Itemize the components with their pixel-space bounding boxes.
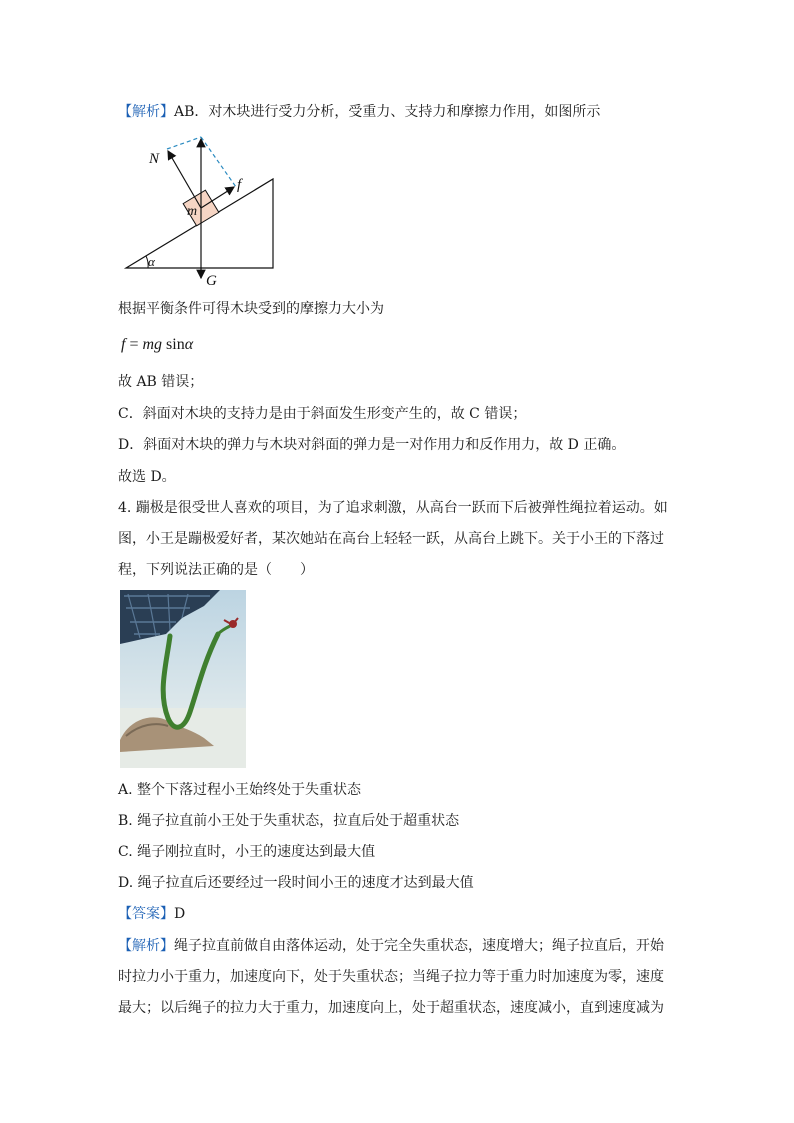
normal-force-arrow <box>168 151 201 208</box>
question-line-3: 程，下列说法正确的是（ ） <box>118 562 314 578</box>
label-f: f <box>237 177 242 193</box>
label-G: G <box>206 273 217 289</box>
label-alpha: α <box>148 254 155 269</box>
conclusion-c: C．斜面对木块的支持力是由于斜面发生形变产生的，故 C 错误； <box>118 406 527 422</box>
answer-value: D <box>174 906 186 922</box>
dashed-line-top <box>167 137 201 149</box>
dashed-line-right <box>201 137 236 187</box>
analysis-tag: 【解析】 <box>118 104 174 120</box>
label-m: m <box>187 204 198 219</box>
friction-formula: f = mg sinα <box>121 336 194 353</box>
analysis2-tag: 【解析】 <box>118 938 174 954</box>
option-b: B. 绳子拉直前小王处于失重状态，拉直后处于超重状态 <box>118 813 460 829</box>
analysis2-line-1: 【解析】绳子拉直前做自由落体运动，处于完全失重状态，速度增大；绳子拉直后，开始 <box>118 938 664 954</box>
equilibrium-line: 根据平衡条件可得木块受到的摩擦力大小为 <box>118 301 384 317</box>
question-line-2: 图，小王是蹦极爱好者，某次她站在高台上轻轻一跃，从高台上跳下。关于小王的下落过 <box>118 531 664 547</box>
option-a: A. 整个下落过程小王始终处于失重状态 <box>118 782 362 798</box>
analysis2-line-3: 最大；以后绳子的拉力大于重力，加速度向上，处于超重状态，速度减小，直到速度减为 <box>118 1000 664 1016</box>
final-choice: 故选 D。 <box>118 469 176 485</box>
question-line-1: 4. 蹦极是很受世人喜欢的项目，为了追求刺激，从高台一跃而下后被弹性绳拉着运动。如 <box>118 500 668 516</box>
conclusion-ab: 故 AB 错误； <box>118 374 204 390</box>
option-d: D. 绳子拉直后还要经过一段时间小王的速度才达到最大值 <box>118 875 474 891</box>
answer-tag: 【答案】 <box>118 906 174 922</box>
option-c: C. 绳子刚拉直时，小王的速度达到最大值 <box>118 844 376 860</box>
conclusion-d: D．斜面对木块的弹力与木块对斜面的弹力是一对作用力和反作用力，故 D 正确。 <box>118 437 626 453</box>
analysis2-line-2: 时拉力小于重力，加速度向下，处于失重状态；当绳子拉力等于重力时加速度为零，速度 <box>118 969 664 985</box>
force-diagram <box>118 132 298 292</box>
label-N: N <box>149 151 160 167</box>
answer-line <box>118 904 185 924</box>
analysis-line-1 <box>118 102 600 122</box>
bungee-photo <box>120 590 246 768</box>
analysis-text: AB．对木块进行受力分析，受重力、支持力和摩擦力作用，如图所示 <box>174 104 601 120</box>
